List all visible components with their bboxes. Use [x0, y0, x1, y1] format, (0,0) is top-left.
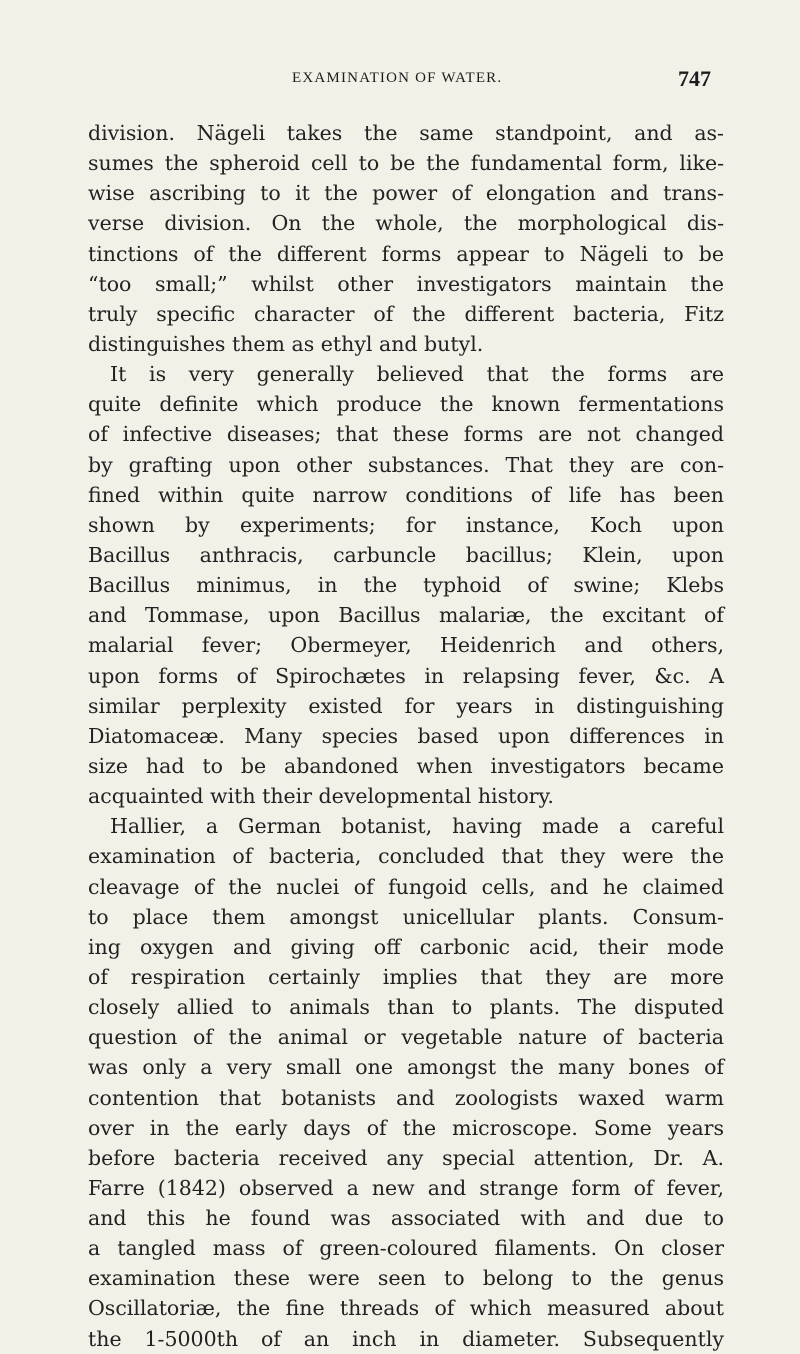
- text-line: was only a very small one amongst the many bones of: [88, 1055, 724, 1080]
- text-line: examination these were seen to belong to the genus: [88, 1266, 724, 1291]
- text-line: to place them amongst unicellular plants. Consum-: [88, 904, 724, 929]
- text-line: wise ascribing to it the power of elongation and trans-: [88, 181, 724, 206]
- text-line: shown by experiments; for instance, Koch upon: [88, 512, 724, 537]
- text-line: upon forms of Spirochætes in relapsing fever, &c. A: [88, 663, 724, 688]
- text-line: Hallier, a German botanist, having made a careful: [110, 814, 724, 839]
- text-line: of respiration certainly implies that they are more: [88, 964, 724, 989]
- text-line: and this he found was associated with and due to: [88, 1206, 724, 1231]
- text-line: Bacillus anthracis, carbuncle bacillus; Klein, upon: [88, 542, 724, 567]
- text-line: the 1-5000th of an inch in diameter. Subsequently: [88, 1326, 724, 1351]
- text-line: truly specific character of the different bacteria, Fitz: [88, 301, 724, 326]
- text-line: tinctions of the different forms appear to Nägeli to be: [88, 241, 724, 266]
- text-line: Bacillus minimus, in the typhoid of swine; Klebs: [88, 573, 724, 598]
- text-line: division. Nägeli takes the same standpoint, and as-: [88, 121, 724, 145]
- text-line: examination of bacteria, concluded that they were the: [88, 844, 724, 869]
- text-line: and Tommase, upon Bacillus malariæ, the excitant of: [88, 603, 724, 628]
- text-line: fined within quite narrow conditions of life has been: [88, 482, 724, 507]
- text-line: “too small;” whilst other investigators maintain the: [88, 271, 724, 296]
- text-line: a tangled mass of green-coloured filaments. On closer: [88, 1236, 724, 1261]
- text-line: sumes the spheroid cell to be the fundamental form, like-: [88, 151, 724, 176]
- text-line: contention that botanists and zoologists waxed warm: [88, 1085, 724, 1110]
- text-line: Farre (1842) observed a new and strange form of fever,: [88, 1175, 724, 1200]
- text-line: Diatomaceæ. Many species based upon differences in: [88, 723, 724, 748]
- text-line: size had to be abandoned when investigators became: [88, 753, 724, 778]
- running-title: EXAMINATION OF WATER.: [292, 70, 503, 86]
- text-line: before bacteria received any special attention, Dr. A.: [88, 1145, 724, 1170]
- text-line: acquainted with their developmental history.: [88, 784, 554, 809]
- body-text: [88, 118, 724, 1354]
- text-line: question of the animal or vegetable nature of bacteria: [88, 1025, 724, 1050]
- text-line: quite definite which produce the known fermentations: [88, 392, 724, 417]
- text-line: cleavage of the nuclei of fungoid cells, and he claimed: [88, 874, 724, 899]
- text-line: It is very generally believed that the forms are: [110, 362, 724, 387]
- text-line: over in the early days of the microscope. Some years: [88, 1115, 724, 1140]
- text-line: distinguishes them as ethyl and butyl.: [88, 331, 484, 356]
- text-line: similar perplexity existed for years in distinguishing: [88, 693, 724, 718]
- text-line: malarial fever; Obermeyer, Heidenrich and others,: [88, 633, 724, 658]
- page-number: 747: [678, 66, 711, 91]
- text-line: by grafting upon other substances. That they are con-: [88, 452, 724, 477]
- text-line: ing oxygen and giving off carbonic acid, their mode: [88, 934, 724, 959]
- text-line: verse division. On the whole, the morphological dis-: [88, 211, 724, 236]
- page-header: [0, 66, 800, 96]
- text-line: of infective diseases; that these forms are not changed: [88, 422, 724, 447]
- text-line: closely allied to animals than to plants. The disputed: [88, 995, 724, 1020]
- text-line: Oscillatoriæ, the fine threads of which measured about: [88, 1296, 724, 1321]
